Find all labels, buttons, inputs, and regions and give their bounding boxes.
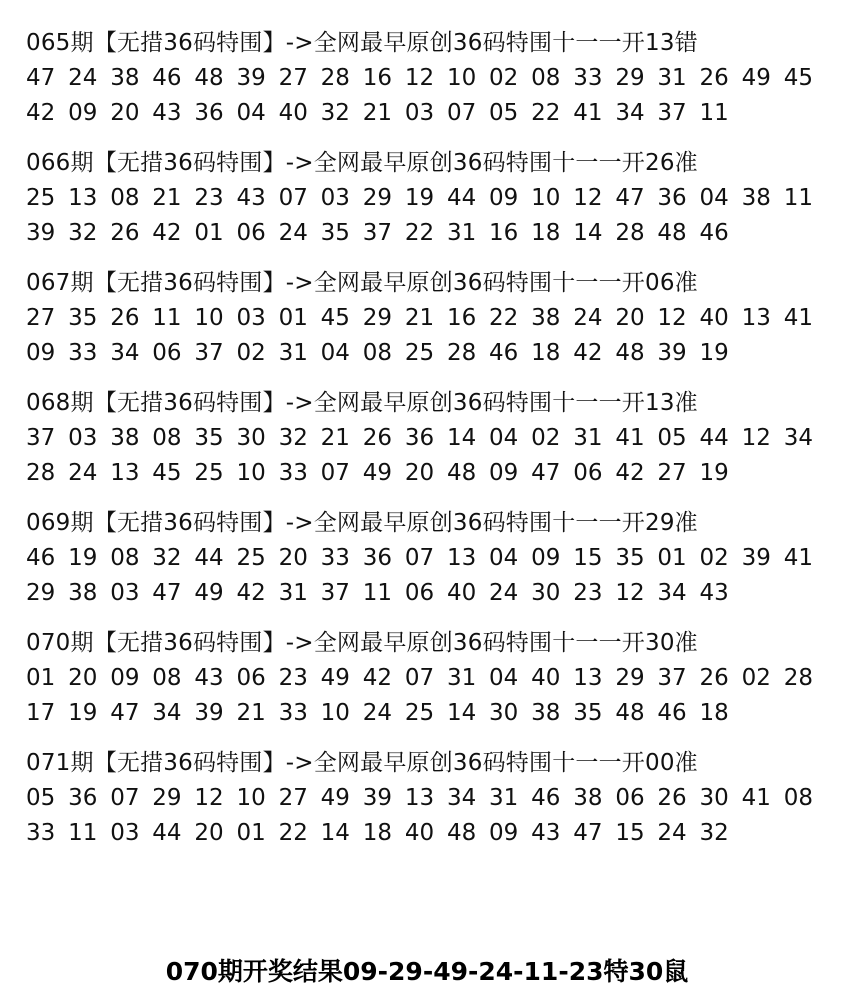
- number-cell: 40: [446, 580, 477, 606]
- record-header: 066期【无措36码特围】->全网最早原创36码特围十一一开26准: [26, 150, 698, 176]
- number-cell: 21: [152, 185, 182, 211]
- number-cell: 13: [68, 185, 98, 211]
- number-cell: 39: [657, 340, 687, 366]
- number-cell: 30: [699, 785, 729, 811]
- number-cell: 07: [320, 460, 350, 486]
- number-cell: 47: [615, 185, 645, 211]
- number-cell: 44: [194, 545, 224, 571]
- number-cell: 29: [152, 785, 182, 811]
- number-cell: 09: [531, 545, 561, 571]
- number-cell: 29: [615, 665, 645, 691]
- number-cell: 34: [110, 340, 140, 366]
- number-cell: 07: [404, 545, 435, 571]
- number-cell: 26: [110, 220, 140, 246]
- number-cell: 43: [194, 665, 224, 691]
- number-cell: 49: [194, 580, 224, 606]
- number-cell: 01: [278, 305, 308, 331]
- number-cell: 42: [615, 460, 645, 486]
- number-cell: 03: [110, 820, 140, 846]
- number-cell: 28: [615, 220, 645, 246]
- number-cell: 08: [110, 185, 140, 211]
- record-block: [26, 386, 836, 491]
- number-cell: 40: [404, 820, 435, 846]
- number-cell: 41: [573, 100, 603, 126]
- number-cell: 46: [657, 700, 687, 726]
- number-cell: 44: [446, 185, 477, 211]
- number-cell: 38: [531, 700, 561, 726]
- number-cell: 28: [320, 65, 350, 91]
- number-cell: 42: [152, 220, 182, 246]
- number-cell: 09: [489, 460, 519, 486]
- number-cell: 21: [320, 425, 350, 451]
- number-cell: 33: [26, 820, 56, 846]
- number-cell: 28: [783, 665, 813, 691]
- number-cell: 35: [615, 545, 645, 571]
- number-cell: 05: [657, 425, 687, 451]
- number-cell: 34: [615, 100, 645, 126]
- number-cell: 22: [489, 305, 519, 331]
- number-cell: 37: [320, 580, 350, 606]
- number-cell: 13: [573, 665, 603, 691]
- record-header: 065期【无措36码特围】->全网最早原创36码特围十一一开13错: [26, 30, 698, 56]
- number-cell: 02: [531, 425, 561, 451]
- number-cell: 37: [26, 425, 56, 451]
- number-cell: 22: [531, 100, 561, 126]
- number-cell: 33: [278, 460, 308, 486]
- number-cell: 48: [446, 460, 477, 486]
- number-cell: 36: [404, 425, 435, 451]
- number-cell: 12: [615, 580, 645, 606]
- number-cell: 19: [699, 340, 729, 366]
- number-cell: 04: [489, 665, 519, 691]
- number-cell: 29: [26, 580, 56, 606]
- number-cell: 33: [573, 65, 603, 91]
- number-cell: 46: [26, 545, 56, 571]
- number-cell: 27: [278, 65, 308, 91]
- number-cell: 42: [236, 580, 266, 606]
- number-cell: 46: [531, 785, 561, 811]
- number-cell: 37: [657, 665, 687, 691]
- number-cell: 47: [110, 700, 140, 726]
- number-cell: 16: [489, 220, 519, 246]
- number-cell: 43: [236, 185, 266, 211]
- number-cell: 20: [68, 665, 98, 691]
- number-cell: 30: [236, 425, 266, 451]
- number-cell: 34: [657, 580, 687, 606]
- number-cell: 03: [320, 185, 350, 211]
- number-grid: [26, 781, 836, 851]
- number-cell: 25: [404, 340, 435, 366]
- number-cell: 18: [362, 820, 393, 846]
- number-cell: 24: [68, 460, 98, 486]
- number-cell: 13: [110, 460, 140, 486]
- number-cell: 19: [68, 545, 98, 571]
- number-cell: 31: [489, 785, 519, 811]
- number-cell: 48: [615, 700, 645, 726]
- number-cell: 33: [68, 340, 98, 366]
- number-cell: 09: [489, 185, 519, 211]
- number-cell: 49: [741, 65, 771, 91]
- number-cell: 14: [446, 700, 477, 726]
- number-cell: 01: [236, 820, 266, 846]
- number-cell: 26: [699, 665, 729, 691]
- number-cell: 08: [362, 340, 393, 366]
- number-cell: 10: [531, 185, 561, 211]
- number-cell: 17: [26, 700, 56, 726]
- number-cell: 36: [194, 100, 224, 126]
- number-cell: 21: [362, 100, 393, 126]
- number-grid: [26, 181, 836, 251]
- number-cell: 18: [531, 220, 561, 246]
- record-block: [26, 26, 836, 131]
- number-cell: 03: [110, 580, 140, 606]
- number-cell: 43: [152, 100, 182, 126]
- number-cell: 02: [236, 340, 266, 366]
- number-cell: 25: [236, 545, 266, 571]
- number-cell: 22: [404, 220, 435, 246]
- number-cell: 34: [446, 785, 477, 811]
- record-block: [26, 146, 836, 251]
- record-header: 069期【无措36码特围】->全网最早原创36码特围十一一开29准: [26, 510, 698, 536]
- number-cell: 38: [110, 425, 140, 451]
- number-cell: 20: [110, 100, 140, 126]
- number-cell: 24: [657, 820, 687, 846]
- number-cell: 41: [783, 545, 813, 571]
- record-block: [26, 506, 836, 611]
- number-cell: 10: [194, 305, 224, 331]
- number-cell: 12: [741, 425, 771, 451]
- number-cell: 12: [573, 185, 603, 211]
- number-cell: 24: [278, 220, 308, 246]
- number-cell: 43: [531, 820, 561, 846]
- number-cell: 15: [615, 820, 645, 846]
- number-cell: 11: [68, 820, 98, 846]
- number-cell: 47: [573, 820, 603, 846]
- number-cell: 02: [741, 665, 771, 691]
- number-cell: 27: [657, 460, 687, 486]
- number-cell: 41: [783, 305, 813, 331]
- number-cell: 04: [489, 545, 519, 571]
- number-cell: 08: [110, 545, 140, 571]
- number-cell: 24: [68, 65, 98, 91]
- number-cell: 25: [26, 185, 56, 211]
- number-cell: 01: [194, 220, 224, 246]
- number-cell: 02: [699, 545, 729, 571]
- number-cell: 09: [110, 665, 140, 691]
- record-block: [26, 266, 836, 371]
- number-cell: 47: [152, 580, 182, 606]
- number-cell: 04: [489, 425, 519, 451]
- number-cell: 46: [152, 65, 182, 91]
- number-cell: 10: [320, 700, 350, 726]
- number-cell: 32: [152, 545, 182, 571]
- number-cell: 45: [320, 305, 350, 331]
- number-cell: 34: [783, 425, 813, 451]
- number-cell: 22: [278, 820, 308, 846]
- number-cell: 14: [446, 425, 477, 451]
- number-cell: 12: [194, 785, 224, 811]
- number-cell: 40: [531, 665, 561, 691]
- number-cell: 32: [320, 100, 350, 126]
- number-cell: 49: [362, 460, 393, 486]
- number-cell: 38: [741, 185, 771, 211]
- number-cell: 03: [68, 425, 98, 451]
- number-cell: 20: [615, 305, 645, 331]
- number-cell: 04: [699, 185, 729, 211]
- number-cell: 27: [278, 785, 308, 811]
- number-cell: 23: [194, 185, 224, 211]
- number-cell: 11: [362, 580, 393, 606]
- number-cell: 36: [362, 545, 393, 571]
- number-cell: 09: [68, 100, 98, 126]
- number-cell: 06: [152, 340, 182, 366]
- number-cell: 36: [68, 785, 98, 811]
- number-cell: 24: [362, 700, 393, 726]
- number-cell: 08: [531, 65, 561, 91]
- number-cell: 14: [320, 820, 350, 846]
- number-cell: 24: [573, 305, 603, 331]
- number-cell: 04: [236, 100, 266, 126]
- number-cell: 05: [489, 100, 519, 126]
- number-cell: 06: [236, 220, 266, 246]
- number-grid: [26, 61, 836, 131]
- number-cell: 19: [699, 460, 729, 486]
- number-cell: 48: [657, 220, 687, 246]
- number-cell: 13: [741, 305, 771, 331]
- number-cell: 25: [404, 700, 435, 726]
- number-cell: 02: [489, 65, 519, 91]
- number-cell: 15: [573, 545, 603, 571]
- number-cell: 45: [152, 460, 182, 486]
- number-cell: 26: [362, 425, 393, 451]
- number-cell: 29: [362, 305, 393, 331]
- number-cell: 33: [278, 700, 308, 726]
- number-cell: 11: [783, 185, 813, 211]
- record-header: 071期【无措36码特围】->全网最早原创36码特围十一一开00准: [26, 750, 698, 776]
- number-cell: 40: [699, 305, 729, 331]
- number-cell: 39: [741, 545, 771, 571]
- number-cell: 39: [194, 700, 224, 726]
- number-cell: 29: [362, 185, 393, 211]
- record-block: [26, 746, 836, 851]
- number-cell: 24: [489, 580, 519, 606]
- number-cell: 09: [489, 820, 519, 846]
- number-cell: 44: [152, 820, 182, 846]
- number-cell: 06: [615, 785, 645, 811]
- number-cell: 16: [362, 65, 393, 91]
- number-cell: 32: [699, 820, 729, 846]
- number-cell: 38: [110, 65, 140, 91]
- number-cell: 42: [26, 100, 56, 126]
- number-cell: 30: [489, 700, 519, 726]
- number-cell: 20: [404, 460, 435, 486]
- number-cell: 07: [110, 785, 140, 811]
- number-cell: 13: [446, 545, 477, 571]
- number-cell: 16: [446, 305, 477, 331]
- number-cell: 08: [783, 785, 813, 811]
- number-cell: 35: [573, 700, 603, 726]
- number-cell: 47: [531, 460, 561, 486]
- number-cell: 13: [404, 785, 435, 811]
- number-cell: 09: [26, 340, 56, 366]
- number-cell: 48: [615, 340, 645, 366]
- number-cell: 06: [404, 580, 435, 606]
- number-cell: 25: [194, 460, 224, 486]
- number-cell: 35: [68, 305, 98, 331]
- number-cell: 06: [236, 665, 266, 691]
- number-cell: 46: [489, 340, 519, 366]
- number-cell: 36: [657, 185, 687, 211]
- number-cell: 32: [278, 425, 308, 451]
- number-cell: 46: [699, 220, 729, 246]
- number-cell: 39: [26, 220, 56, 246]
- number-cell: 14: [573, 220, 603, 246]
- number-cell: 34: [152, 700, 182, 726]
- number-cell: 37: [194, 340, 224, 366]
- number-cell: 33: [320, 545, 350, 571]
- number-cell: 27: [26, 305, 56, 331]
- number-cell: 37: [362, 220, 393, 246]
- number-cell: 31: [446, 220, 477, 246]
- record-header: 070期【无措36码特围】->全网最早原创36码特围十一一开30准: [26, 630, 698, 656]
- number-cell: 35: [194, 425, 224, 451]
- draw-result-banner: 070期开奖结果09-29-49-24-11-23特30鼠: [165, 957, 689, 986]
- number-cell: 28: [26, 460, 56, 486]
- number-cell: 08: [152, 425, 182, 451]
- number-cell: 03: [236, 305, 266, 331]
- number-cell: 12: [404, 65, 435, 91]
- number-cell: 43: [699, 580, 729, 606]
- number-cell: 38: [68, 580, 98, 606]
- number-cell: 49: [320, 785, 350, 811]
- number-cell: 19: [404, 185, 435, 211]
- number-cell: 19: [68, 700, 98, 726]
- number-cell: 48: [194, 65, 224, 91]
- number-cell: 12: [657, 305, 687, 331]
- number-cell: 41: [615, 425, 645, 451]
- number-cell: 11: [152, 305, 182, 331]
- number-cell: 41: [741, 785, 771, 811]
- number-cell: 20: [194, 820, 224, 846]
- number-cell: 18: [699, 700, 729, 726]
- record-header: 067期【无措36码特围】->全网最早原创36码特围十一一开06准: [26, 270, 698, 296]
- number-cell: 28: [446, 340, 477, 366]
- number-grid: [26, 541, 836, 611]
- number-cell: 31: [278, 340, 308, 366]
- number-cell: 11: [699, 100, 729, 126]
- number-cell: 29: [615, 65, 645, 91]
- number-cell: 03: [404, 100, 435, 126]
- number-cell: 37: [657, 100, 687, 126]
- number-cell: 23: [278, 665, 308, 691]
- number-cell: 26: [699, 65, 729, 91]
- record-block: [26, 626, 836, 731]
- number-cell: 06: [573, 460, 603, 486]
- number-cell: 31: [657, 65, 687, 91]
- number-cell: 20: [278, 545, 308, 571]
- number-cell: 01: [657, 545, 687, 571]
- number-cell: 35: [320, 220, 350, 246]
- number-cell: 38: [531, 305, 561, 331]
- number-grid: [26, 661, 836, 731]
- number-cell: 26: [110, 305, 140, 331]
- number-grid: [26, 421, 836, 491]
- number-cell: 39: [236, 65, 266, 91]
- number-cell: 39: [362, 785, 393, 811]
- number-cell: 45: [783, 65, 813, 91]
- number-cell: 08: [152, 665, 182, 691]
- number-cell: 10: [236, 460, 266, 486]
- number-cell: 44: [699, 425, 729, 451]
- record-header: 068期【无措36码特围】->全网最早原创36码特围十一一开13准: [26, 390, 698, 416]
- number-cell: 47: [26, 65, 56, 91]
- number-cell: 31: [573, 425, 603, 451]
- number-cell: 07: [404, 665, 435, 691]
- number-cell: 23: [573, 580, 603, 606]
- number-cell: 04: [320, 340, 350, 366]
- number-cell: 10: [446, 65, 477, 91]
- number-cell: 30: [531, 580, 561, 606]
- number-cell: 42: [573, 340, 603, 366]
- number-grid: [26, 301, 836, 371]
- number-cell: 42: [362, 665, 393, 691]
- number-cell: 31: [446, 665, 477, 691]
- number-cell: 21: [236, 700, 266, 726]
- number-cell: 07: [446, 100, 477, 126]
- number-cell: 49: [320, 665, 350, 691]
- number-cell: 48: [446, 820, 477, 846]
- number-cell: 32: [68, 220, 98, 246]
- records-list: [26, 26, 836, 866]
- number-cell: 38: [573, 785, 603, 811]
- number-cell: 05: [26, 785, 56, 811]
- number-cell: 26: [657, 785, 687, 811]
- number-cell: 31: [278, 580, 308, 606]
- number-cell: 40: [278, 100, 308, 126]
- number-cell: 01: [26, 665, 56, 691]
- number-cell: 10: [236, 785, 266, 811]
- number-cell: 07: [278, 185, 308, 211]
- number-cell: 21: [404, 305, 435, 331]
- number-cell: 18: [531, 340, 561, 366]
